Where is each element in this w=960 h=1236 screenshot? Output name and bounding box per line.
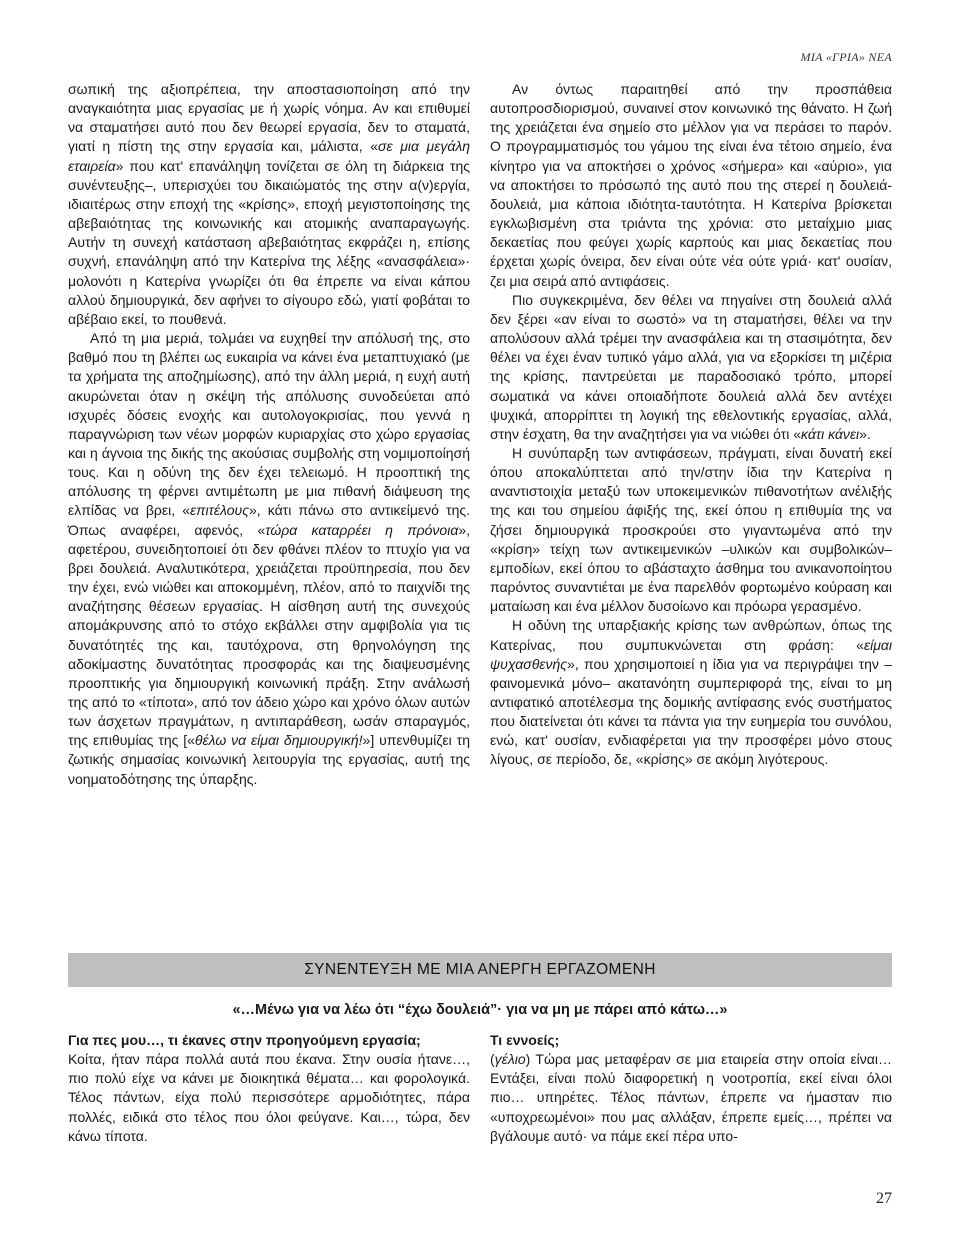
page-number: 27 (876, 1190, 892, 1207)
paragraph: Η οδύνη της υπαρξιακής κρίσης των ανθρώπων, όπως της Κατερίνας, που συμπυκνώνεται στη φράση: «είμαι ψυχασθενής», που χρησιμοποιεί η ίδια για να περιγράψει την –φαινομενικά μόνο– ακατανόητη συμπεριφορά της, είναι το μη αντιφατικό αποτέλεσμα της δομικής αντίφασης ενός συστήματος που διατείνεται ότι κάνει τα πάντα για την ευημερία του συνόλου, ενώ, κατ' ουσίαν, ενδιαφέρεται για την προσφέρει μόνο στους λίγους, σε περίοδο, δε, «κρίσης» σε ακόμη λιγότερους. (490, 617, 892, 768)
interview-answer: Κοίτα, ήταν πάρα πολλά αυτά που έκανα. Στην ουσία ήτανε…, πιο πολύ είχε να κάνει με διοικητικά θέματα… και φορολογικά. Τέλος πάντων, είχα πολύ περισσότερε αρμοδιότητες, πάρα πολλές, ειδικά στο τέλος που όλοι φεύγανε. Και…, τώρα, δεν κάνω τίποτα. (68, 1051, 470, 1144)
paragraph: Πιο συγκεκριμένα, δεν θέλει να πηγαίνει στη δουλειά αλλά δεν ξέρει «αν είναι το σωστό» να τη σταματήσει, θέλει να την απολύσουν αλλά τρέμει την ανασφάλεια και τη στασιμότητα, δεν θέλει να έχει έναν τυπικό γάμο αλλά, για να εξορκίσει τη μιζέρια της κρίσης, παντρεύεται με παραδοσιακό τρόπο, μπορεί σωματικά να κάνει οποιαδήποτε δουλειά αλλά δεν αντέχει ψυχικά, απορρίπτει τη λογική της εθελοντικής εργασίας, αλλά, στην έσχατη, θα την αναζητήσει για να νιώθει ότι «κάτι κάνει». (490, 291, 892, 442)
interview-subtitle: «…Μένω για να λέω ότι “έχω δουλειά”· για να μη με πάρει από κάτω…» (232, 1002, 728, 1018)
interview-banner: ΣΥΝΕΝΤΕΥΞΗ ΜΕ ΜΙΑ ΑΝΕΡΓΗ ΕΡΓΑΖΟΜΕΝΗ (68, 953, 892, 987)
interview-question: Τι εννοείς; (490, 1032, 560, 1048)
interview-answer: (γέλιο) Τώρα μας μεταφέραν σε μια εταιρεία στην οποία είναι… Εντάξει, είναι πολύ διαφορετική η νοοτροπία, εκεί είναι όλοι πιο… υπηρέτες. Τέλος πάντων, έπρεπε να ήμασταν πιο «υποχρεωμένοι» που μας αλλάξαν, έπρεπε εμείς…, πρέπει να βγάλουμε αυτό· να πάμε εκεί πέρα υπο- (490, 1051, 892, 1144)
paragraph: Από τη μια μεριά, τολμάει να ευχηθεί την απόλυσή της, στο βαθμό που τη βλέπει ως ευκαιρία να κάνει ένα μεταπτυχιακό (με τα χρήματα της αποζημίωσης), από την άλλη μεριά, η ευχή αυτή ακυρώνεται όταν η σκέψη τής απόλυσης συνοδεύεται από ισχυρές δόσεις ενοχής και αυτολογοκρισίας, που γεννά η παραγνώριση των νέων μορφών κυριαρχίας στο χώρο εργασίας και η άγνοια της δικής της ακούσιας συμβολής στη νομιμοποίησή τους. Και η οδύνη της δεν έχει τελειωμό. Η προοπτική της απόλυσης τη φέρνει αντιμέτωπη με μια πιθανή διάψευση της ελπίδας να βρει, «επιτέλους», κάτι πάνω στο αντικείμενό της. Όπως αναφέρει, αφενός, «τώρα καταρρέει η πρόνοια», αφετέρου, συνειδητοποιεί ότι δεν φθάνει πλέον το πτυχίο για να βρει δουλειά. Αναλυτικότερα, χρειάζεται προϋπηρεσία, που δεν την έχει, ενώ νιώθει και αποκομμένη, πλέον, από το παιχνίδι της αναζήτησης θέσεων εργασίας. Η αίσθηση αυτή της συνεχούς απομάκρυνσης από το στόχο εκβάλλει στην αμφιβολία για τις δυνατότητές της και, ταυτόχρονα, στη θρηνολόγηση της αδοκίμαστης δυνατότητας προσφοράς και της διαψευσμένης προοπτικής για δημιουργική κοινωνική πράξη. Στην ανάλωσή της από το «τίποτα», από τον άδειο χώρο και χρόνο όλων αυτών των άσχετων πραγμάτων, η αντιπαράθεση, ωσάν σπαραγμός, της επιθυμίας της [«θέλω να είμαι δημιουργική!»] υπενθυμίζει τη ζωτικής σημασίας κοινωνική λειτουργία της εργασίας, αυτή της νοηματοδότησης της ύπαρξης. (68, 330, 470, 787)
paragraph: Αν όντως παραιτηθεί από την προσπάθεια αυτοπροσδιορισμού, συναινεί στον κοινωνικό της θάνατο. Η ζωή της χρειάζεται ένα σημείο στο μέλλον για να περάσει το παρόν. Ο προγραμματισμός του γάμου της είναι ένα τέτοιο σημείο, ένα κίνητρο για να αποκτήσει ο χρόνος «σήμερα» και «αύριο», για να αποκτήσει το πρόσωπό της αυτό που της στερεί η δουλειά-δουλειά, μια κάποια ιδιότητα-ταυτότητα. Η Κατερίνα βρίσκεται εγκλωβισμένη στα τριάντα της χρόνια: στο μεταίχμιο μιας δεκαετίας που φεύγει χωρίς καρπούς και μιας δεκαετίας που έρχεται χωρίς όνειρα, δεν είναι ούτε νέα ούτε γριά· κατ' ουσίαν, ζει μια σειρά από αντιφάσεις. (490, 81, 892, 289)
left-column (68, 80, 470, 789)
paragraph: σωπική της αξιοπρέπεια, την αποστασιοποίηση από την αναγκαιότητα μιας εργασίας με ή χωρίς νόημα. Αν και επιθυμεί να σταματήσει αυτό που δεν θεωρεί εργασία, δεν το σταματά, γιατί η πίστη της στην εργασία και, μάλιστα, «σε μια μεγάλη εταιρεία» που κατ' επανάληψη τονίζεται σε όλη τη διάρκεια της συνέντευξης–, υπερισχύει του δικαιώματός της στην α(ν)εργία, ιδιαιτέρως στην εποχή της «κρίσης», εποχή μεγιστοποίησης της αβεβαιότητας της κοινωνικής και ατομικής αναπαραγωγής. Αυτήν τη συνεχή κατάσταση αβεβαιότητας εκφράζει η, επίσης συχνή, επανάληψη από την Κατερίνα της λέξης «ανασφάλεια»· μολονότι η Κατερίνα γνωρίζει ότι θα έπρεπε να είναι κάπου αλλού δημιουργικά, δεν αφήνει το σίγουρο εδώ, γιατί φοβάται το αβέβαιο εκεί, το πουθενά. (68, 81, 471, 327)
interview-right-column (490, 1031, 892, 1146)
interview-question: Για πες μου…, τι έκανες στην προηγούμενη εργασία; (68, 1032, 421, 1048)
paragraph: Η συνύπαρξη των αντιφάσεων, πράγματι, είναι δυνατή εκεί όπου αποκαλύπτεται από την/στην ίδια την Κατερίνα η αναντιστοιχία μεταξύ των υποκειμενικών πιθανοτήτων ανέλιξής της και του σημείου άφιξής της, εκεί όπου η επιθυμία της να ζήσει δημιουργικά προσκρούει στο γιγαντωμένα από την «κρίση» τείχη των αντικειμενικών –υλικών και συμβολικών– εμποδίων, εκεί όπου το αβάσταχτο άσθημα του ανικανοποίητου παρόντος συναντιέται με ένα παρελθόν φορτωμένο κούραση και ματαίωση και ένα μέλλον δυσοίωνο και πρόωρα γερασμένο. (490, 444, 892, 615)
running-header: ΜΙΑ «ΓΡΙΑ» ΝΕΑ (800, 50, 892, 64)
interview-left-column (68, 1031, 470, 1146)
right-column (490, 80, 892, 770)
